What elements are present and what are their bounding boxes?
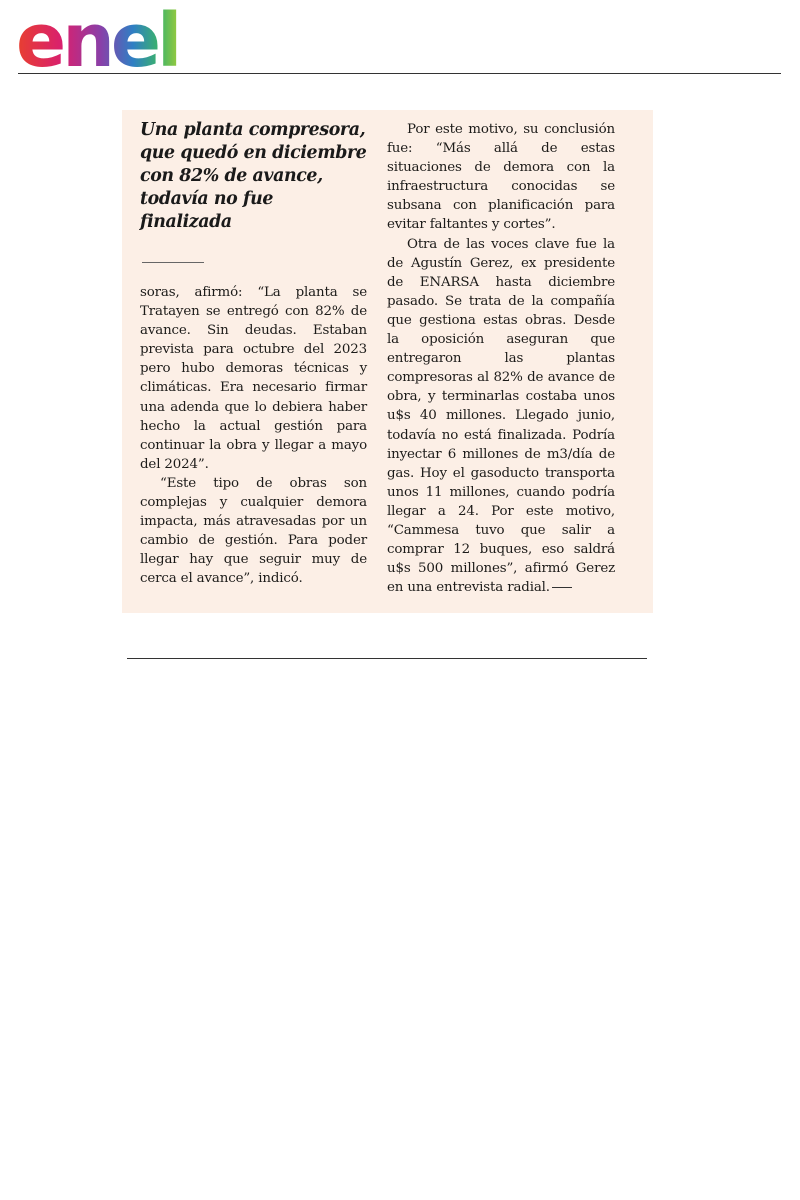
headline-rule (142, 262, 204, 263)
right-paragraph-2 (387, 235, 615, 598)
logo-wordmark: enel (16, 6, 179, 72)
enel-logo (16, 6, 186, 72)
right-column (387, 110, 615, 597)
left-paragraph-2: “Este tipo de obras son complejas y cualquier demora impacta, más atravesadas por un cambio de gestión. Para poder llegar hay que seguir muy de cerca el avance”, indicó. (140, 475, 367, 587)
left-column (140, 110, 367, 589)
newspaper-clipping (122, 110, 653, 613)
left-paragraph-1: soras, afirmó: “La planta se Tratayen se entregó con 82% de avance. Sin deudas. Estaban prevista para octubre del 2023 pero hubo demoras técnicas y climáticas. Era necesario firmar una adenda que lo debiera haber hecho la actual gestión para continuar la obra y llegar a mayo del 2024”. (140, 285, 367, 472)
enel-logo-mark (16, 6, 186, 72)
headline: Una planta compresora, que quedó en diciembre con 82% de avance, todavía no fue finalizada (140, 120, 367, 232)
right-paragraph-1: Por este motivo, su conclusión fue: “Más allá de estas situaciones de demora con la infraestructura conocidas se subsana con planificación para evitar faltantes y cortes”. (387, 122, 615, 233)
article-end-mark (552, 587, 572, 588)
footer-divider (127, 658, 647, 659)
header-divider (18, 73, 781, 74)
right-paragraph-2-text: Otra de las voces clave fue la de Agustín Gerez, ex presidente de ENARSA hasta diciembre pasado. Se trata de la compañía que gestiona estas obras. Desde la oposición aseguran que entregaron las plantas compresoras al 82% de avance de obra, y terminarlas costaba unos u$s 40 millones. Llegado junio, todavía no está finalizada. Podría inyectar 6 millones de m3/día de gas. Hoy el gasoducto transporta unos 11 millones, cuando podría llegar a 24. Por este motivo, “Cammesa tuvo que salir a comprar 12 buques, eso saldrá u$s 500 millones”, afirmó Gerez en una entrevista radial. (387, 236, 615, 596)
